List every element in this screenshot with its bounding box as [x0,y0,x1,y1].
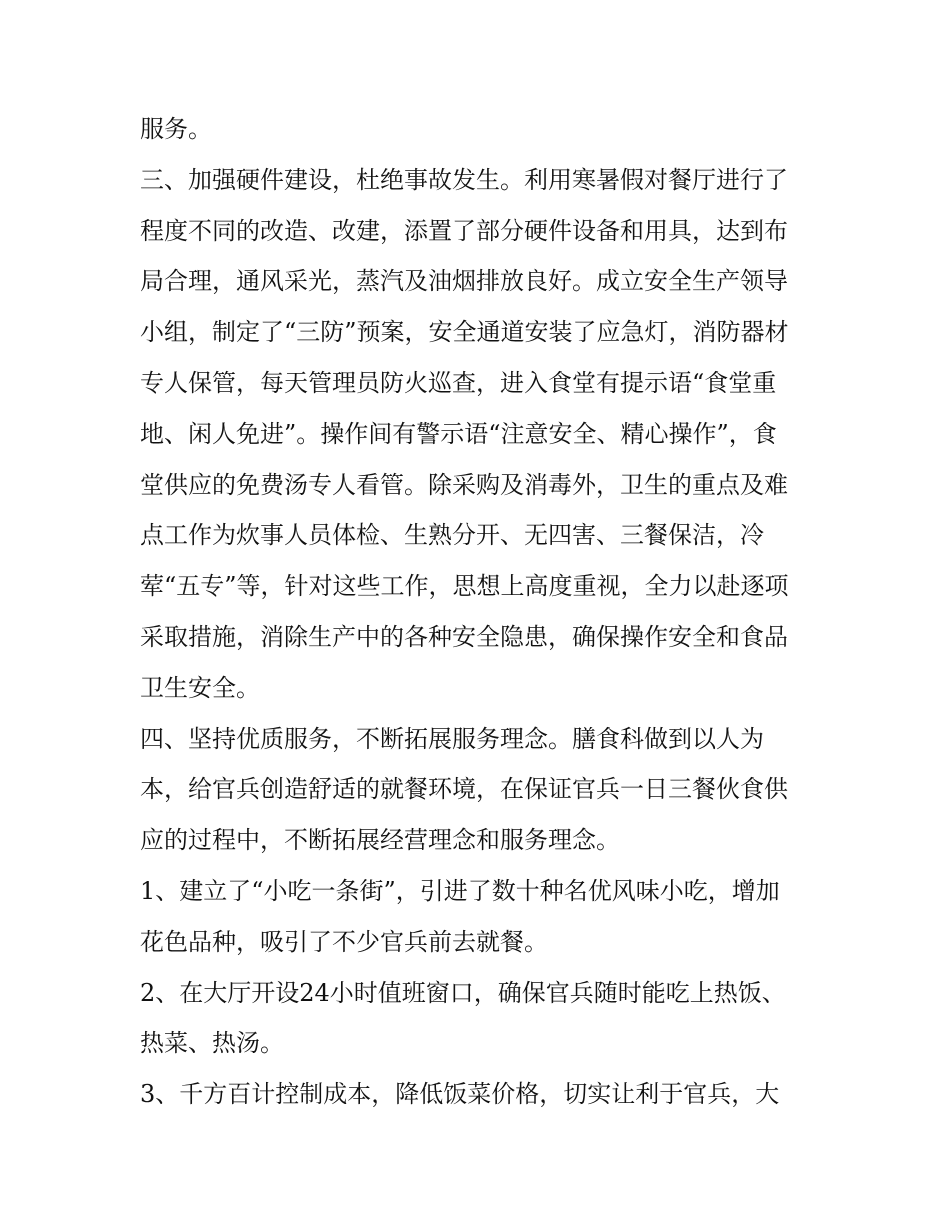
text-line: 荤“五专”等，针对这些工作，思想上高度重视，全力以赴逐项 [140,572,789,601]
text-line: 程度不同的改造、改建，添置了部分硬件设备和用具，达到布 [140,216,788,245]
text-line: 卫生安全。 [140,673,260,702]
text-line: 应的过程中，不断拓展经营理念和服务理念。 [140,826,620,855]
text-line: 1、建立了“小吃一条街”，引进了数十种名优风味小吃，增加 [140,876,780,905]
text-line: 服务。 [140,115,212,143]
text-line: 2、在大厅开设24小时值班窗口，确保官兵随时能吃上热饭、 [140,978,786,1007]
text-line: 三、加强硬件建设，杜绝事故发生。利用寒暑假对餐厅进行了 [140,165,788,194]
text-line: 点工作为炊事人员体检、生熟分开、无四害、三餐保洁，冷 [140,521,764,550]
text-line: 四、坚持优质服务，不断拓展服务理念。膳食科做到以人为 [140,724,764,753]
text-line: 采取措施，消除生产中的各种安全隐患，确保操作安全和食品 [140,622,788,651]
text-line: 热菜、热汤。 [140,1029,284,1058]
document-body [140,104,820,1120]
text-line: 专人保管，每天管理员防火巡查，进入食堂有提示语“食堂重 [140,368,777,397]
text-line: 地、闲人免进”。操作间有警示语“注意安全、精心操作”，食 [140,419,777,448]
text-line: 3、千方百计控制成本，降低饭菜价格，切实让利于官兵，大 [140,1080,780,1109]
text-line: 花色品种，吸引了不少官兵前去就餐。 [140,927,548,956]
text-line: 本，给官兵创造舒适的就餐环境，在保证官兵一日三餐伙食供 [140,775,788,804]
text-line: 堂供应的免费汤专人看管。除采购及消毒外，卫生的重点及难 [140,470,788,499]
text-line: 小组，制定了“三防”预案，安全通道安装了应急灯，消防器材 [140,318,789,347]
text-line: 局合理，通风采光，蒸汽及油烟排放良好。成立安全生产领导 [140,267,788,296]
